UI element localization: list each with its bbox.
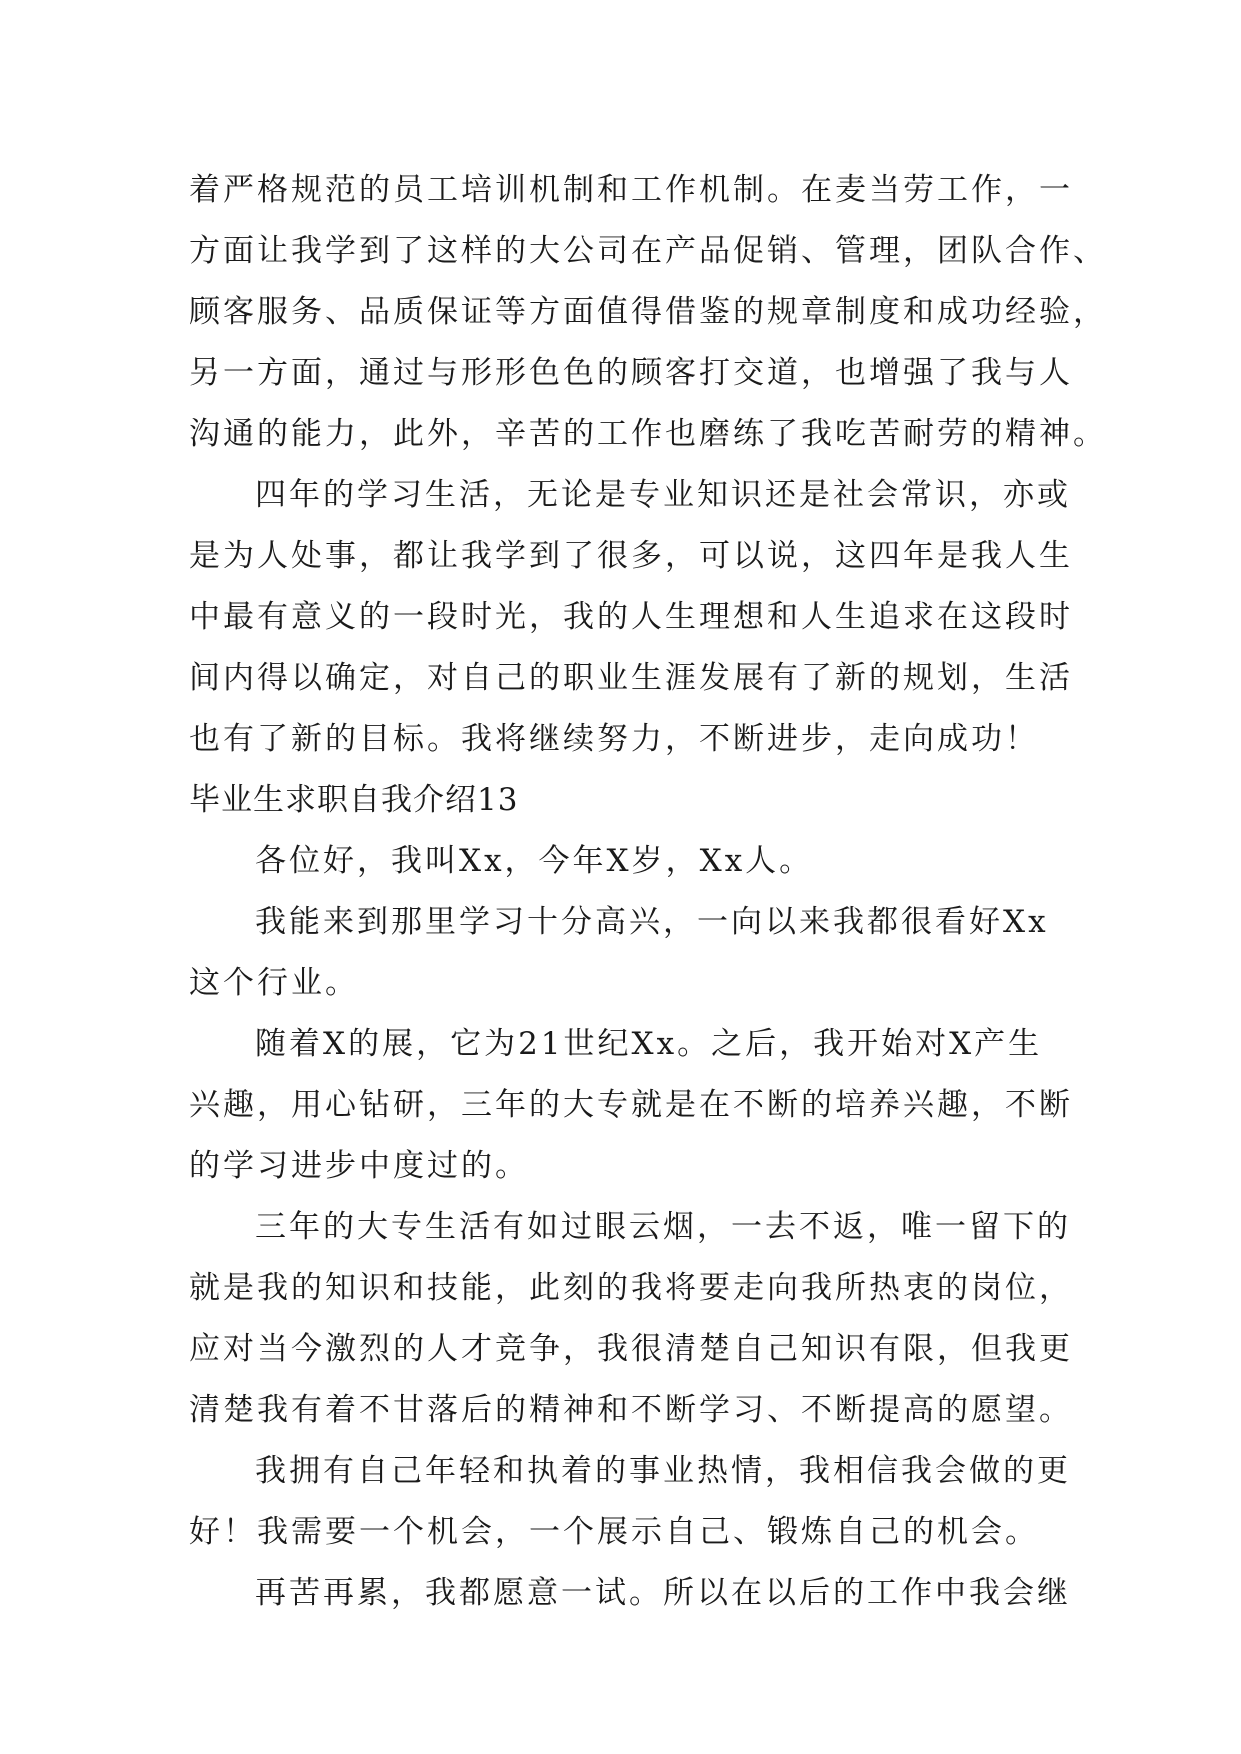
text-line: 着严格规范的员工培训机制和工作机制。在麦当劳工作，一 xyxy=(189,172,1073,208)
text-line: 是为人处事，都让我学到了很多，可以说，这四年是我人生 xyxy=(189,538,1073,574)
paragraph-start-line: 我能来到那里学习十分高兴，一向以来我都很看好Xx xyxy=(255,904,1049,940)
text-line: 间内得以确定，对自己的职业生涯发展有了新的规划，生活 xyxy=(189,660,1073,696)
text-line: 好！我需要一个机会，一个展示自己、锻炼自己的机会。 xyxy=(189,1514,1039,1550)
paragraph-start-line: 三年的大专生活有如过眼云烟，一去不返，唯一留下的 xyxy=(255,1209,1071,1245)
text-line: 沟通的能力，此外，辛苦的工作也磨练了我吃苦耐劳的精神。 xyxy=(189,416,1107,452)
text-line: 的学习进步中度过的。 xyxy=(189,1148,529,1184)
text-line: 兴趣，用心钻研，三年的大专就是在不断的培养兴趣，不断 xyxy=(189,1087,1073,1123)
text-line: 方面让我学到了这样的大公司在产品促销、管理，团队合作、 xyxy=(189,233,1107,269)
paragraph-start-line: 四年的学习生活，无论是专业知识还是社会常识，亦或 xyxy=(255,477,1071,513)
body-text xyxy=(189,160,1107,1624)
paragraph-start-line: 各位好，我叫Xx，今年X岁，Xx人。 xyxy=(255,843,814,879)
section-heading: 毕业生求职自我介绍13 xyxy=(189,782,519,818)
paragraph-start-line: 我拥有自己年轻和执着的事业热情，我相信我会做的更 xyxy=(255,1453,1071,1489)
paragraph-start-line: 随着X的展，它为21世纪Xx。之后，我开始对X产生 xyxy=(255,1026,1043,1062)
text-line: 也有了新的目标。我将继续努力，不断进步，走向成功！ xyxy=(189,721,1039,757)
text-line: 应对当今激烈的人才竞争，我很清楚自己知识有限，但我更 xyxy=(189,1331,1073,1367)
text-line: 另一方面，通过与形形色色的顾客打交道，也增强了我与人 xyxy=(189,355,1073,391)
text-line: 顾客服务、品质保证等方面值得借鉴的规章制度和成功经验， xyxy=(189,294,1107,330)
paragraph-start-line: 再苦再累，我都愿意一试。所以在以后的工作中我会继 xyxy=(255,1575,1071,1611)
text-line: 清楚我有着不甘落后的精神和不断学习、不断提高的愿望。 xyxy=(189,1392,1073,1428)
text-line: 中最有意义的一段时光，我的人生理想和人生追求在这段时 xyxy=(189,599,1073,635)
text-line: 这个行业。 xyxy=(189,965,359,1001)
text-line: 就是我的知识和技能，此刻的我将要走向我所热衷的岗位， xyxy=(189,1270,1073,1306)
